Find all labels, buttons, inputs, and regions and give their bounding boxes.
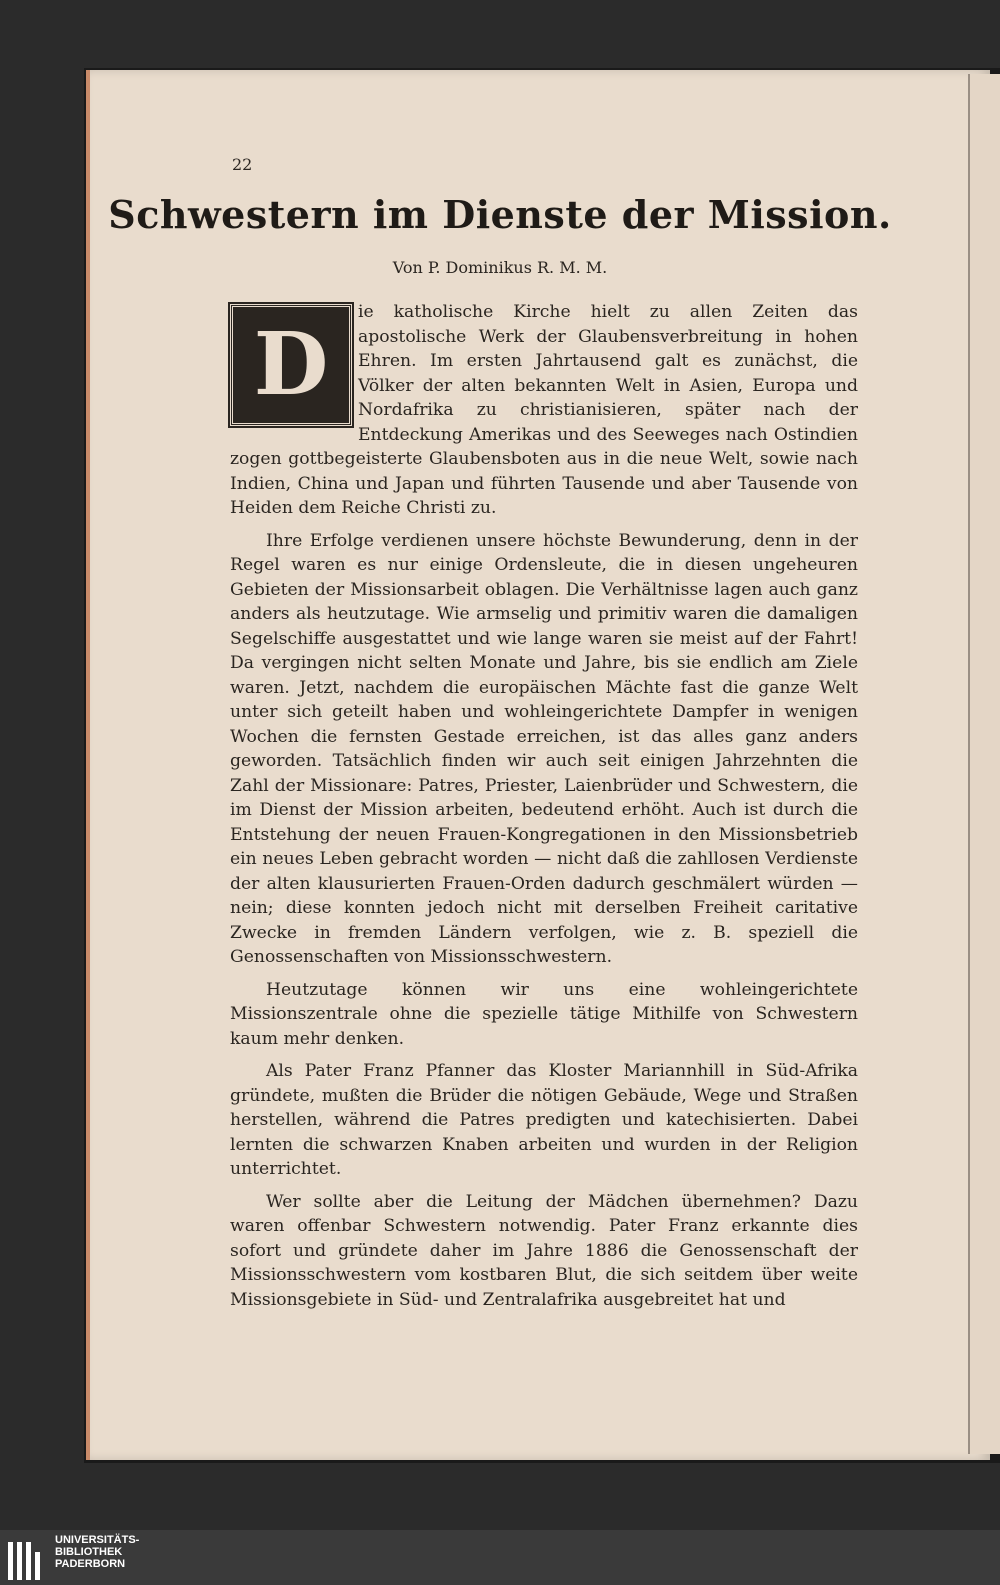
article-author: Von P. Dominikus R. M. M. <box>392 258 608 277</box>
logo-line-2: BIBLIOTHEK <box>55 1546 123 1558</box>
library-logo-text <box>55 1534 139 1570</box>
logo-line-3: PADERBORN <box>55 1558 126 1570</box>
paragraph-1 <box>230 300 858 521</box>
page-number: 22 <box>232 155 253 174</box>
paragraph-4: Als Pater Franz Pfanner das Kloster Mariannhill in Süd-Afrika gründete, mußten die Brüder die nötigen Gebäude, Wege und Straßen herstellen, während die Patres predigten und katechisierten. Dabei lernten die schwarzen Knaben arbeiten und wurden in der Religion unterrichtet. <box>230 1061 858 1179</box>
library-logo-icon <box>8 1542 44 1580</box>
footer-bar <box>0 1530 1000 1585</box>
article-title: Schwestern im Dienste der Mission. <box>108 192 892 237</box>
paragraph-3: Heutzutage können wir uns eine wohleingerichtete Missionszentrale ohne die spezielle tätige Mithilfe von Schwestern kaum mehr denken. <box>230 979 858 1049</box>
paragraph-2: Ihre Erfolge verdienen unsere höchste Bewunderung, denn in der Regel waren es nur einige Ordensleute, die in diesen ungeheuren Gebieten der Missionsarbeit oblagen. Die Verhältnisse lagen auch ganz anders als heutzutage. Wie armselig und primitiv waren die damaligen Segelschiffe ausgestattet und wie lange waren sie meist auf der Fahrt! Da vergingen nicht selten Monate und Jahre, bis sie endlich am Ziele waren. Jetzt, nachdem die europäischen Mächte fast die ganze Welt unter sich geteilt haben und wohleingerichtete Dampfer in wenigen Wochen die fernsten Gestade erreichen, ist das alles ganz anders geworden. Tatsächlich finden wir auch seit einigen Jahrzehnten die Zahl der Missionare: Patres, Priester, Laienbrüder und Schwestern, die im Dienst der Mission arbeiten, bedeutend erhöht. Auch ist durch die Entstehung der neuen Frauen-Kongregationen in den Missionsbetrieb ein neues Leben gebracht worden — nicht daß die zahllosen Verdienste der alten klausurierten Frauen-Orden dadurch geschmälert würden — nein; diese konnten jedoch nicht mit derselben Freiheit caritative Zwecke in fremden Ländern verfolgen, wie z. B. speziell die Genossenschaften von Missionsschwestern. <box>230 530 858 967</box>
logo-line-1: UNIVERSITÄTS- <box>55 1534 140 1546</box>
paragraph-1-text: ie katholische Kirche hielt zu allen Zeiten das apostolische Werk der Glaubensverbreitung in hohen Ehren. Im ersten Jahrtausend galt es zunächst, die Völker der alten bekannten Welt in Asien, Europa und Nordafrika zu christianisieren, später nach der Entdeckung Amerikas und des Seeweges nach Ostindien zogen gottbegeisterte Glaubensboten aus in die neue Welt, sowie nach Indien, China und Japan und führten Tausende und aber Tausende von Heiden dem Reiche Christi zu. <box>230 302 858 518</box>
paragraph-5: Wer sollte aber die Leitung der Mädchen übernehmen? Dazu waren offenbar Schwestern notwendig. Pater Franz erkannte dies sofort und gründete daher im Jahre 1886 die Genossenschaft der Missionsschwestern vom kostbaren Blut, die sich seitdem über weite Missionsgebiete in Süd- und Zentralafrika ausgebreitet hat und <box>230 1191 858 1310</box>
decorative-initial: D <box>230 304 352 426</box>
next-page-edge <box>968 74 1000 1454</box>
article-body <box>230 300 858 1320</box>
